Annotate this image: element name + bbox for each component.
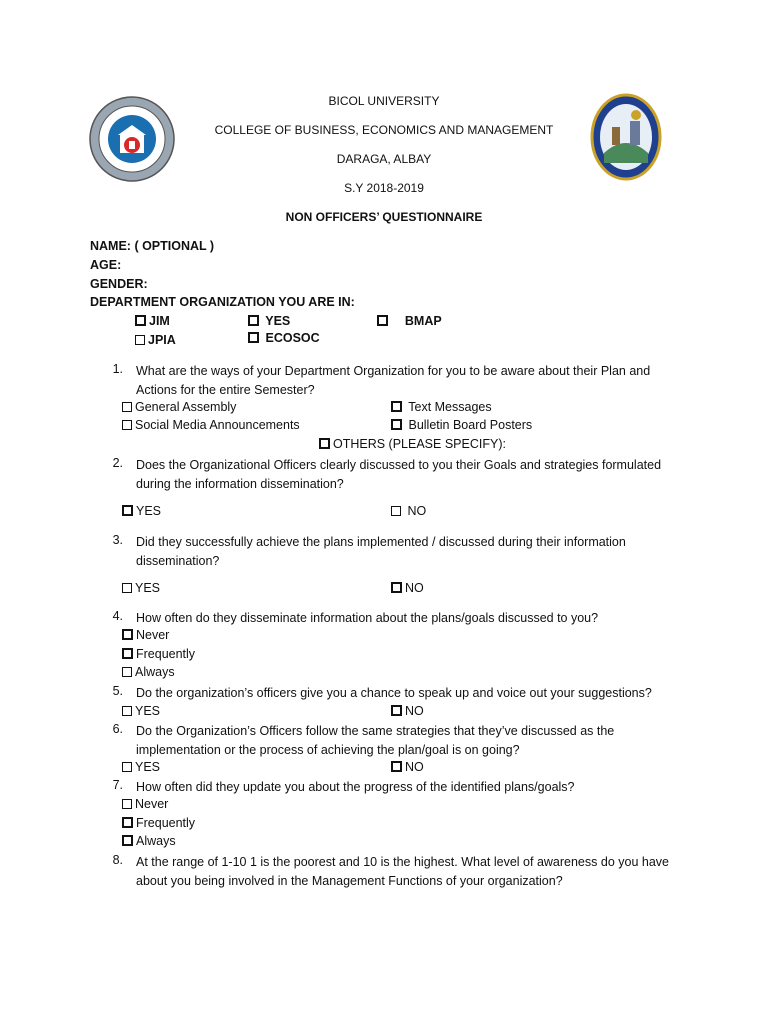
checkbox-icon: [391, 761, 402, 772]
q3-option-no[interactable]: NO: [391, 581, 424, 595]
q7-option-always[interactable]: Always: [122, 834, 176, 848]
checkbox-icon: [319, 438, 330, 449]
checkbox-icon: [122, 835, 133, 846]
q4-option-frequently[interactable]: Frequently: [122, 647, 195, 661]
checkbox-icon: [122, 420, 132, 430]
checkbox-icon: [391, 506, 401, 516]
location: DARAGA, ALBAY: [336, 152, 432, 166]
checkbox-icon: [122, 817, 133, 828]
question-7-text: How often did they update you about the progress of the identified plans/goals?: [136, 780, 575, 794]
checkbox-icon: [391, 705, 402, 716]
checkbox-icon: [122, 629, 133, 640]
checkbox-icon: [122, 667, 132, 677]
question-2-text: Does the Organizational Officers clearly discussed to you their Goals and strategies formulated during the information dissemination?: [136, 458, 662, 491]
q6-option-yes[interactable]: YES: [122, 760, 160, 774]
college-name: COLLEGE OF BUSINESS, ECONOMICS AND MANAGEMENT: [214, 123, 554, 137]
checkbox-icon: [135, 315, 146, 326]
bicol-university-seal: [88, 95, 176, 183]
checkbox-icon: [248, 332, 259, 343]
department-field-label: DEPARTMENT ORGANIZATION YOU ARE IN:: [90, 295, 355, 309]
question-5-number: 5.: [112, 684, 123, 698]
q1-option-text-messages[interactable]: Text Messages: [391, 400, 492, 414]
q4-option-never[interactable]: Never: [122, 628, 169, 642]
question-7-number: 7.: [112, 778, 123, 792]
q1-option-general-assembly[interactable]: General Assembly: [122, 400, 236, 414]
question-2-number: 2.: [112, 456, 123, 470]
checkbox-icon: [391, 401, 402, 412]
question-3-number: 3.: [112, 533, 123, 547]
q4-option-always[interactable]: Always: [122, 665, 175, 679]
question-6-number: 6.: [112, 722, 123, 736]
org-option-ecosoc[interactable]: ECOSOC: [248, 331, 320, 345]
checkbox-icon: [135, 335, 145, 345]
name-field-label: NAME: ( OPTIONAL ): [90, 239, 215, 253]
q2-option-no[interactable]: NO: [391, 504, 426, 518]
q7-option-never[interactable]: Never: [122, 797, 168, 811]
q6-option-no[interactable]: NO: [391, 760, 424, 774]
org-option-jim[interactable]: JIM: [135, 314, 170, 328]
university-name: BICOL UNIVERSITY: [328, 94, 440, 108]
question-1-number: 1.: [112, 362, 123, 376]
q7-option-frequently[interactable]: Frequently: [122, 816, 195, 830]
checkbox-icon: [377, 315, 388, 326]
q5-option-yes[interactable]: YES: [122, 704, 160, 718]
question-4-text: How often do they disseminate information about the plans/goals discussed to you?: [136, 611, 599, 625]
q1-option-others[interactable]: OTHERS (PLEASE SPECIFY):: [319, 437, 506, 451]
checkbox-icon: [391, 419, 402, 430]
age-field-label: AGE:: [90, 258, 122, 272]
question-8-number: 8.: [112, 853, 123, 867]
org-option-yes[interactable]: YES: [248, 314, 290, 328]
question-8-text: At the range of 1-10 1 is the poorest and 10 is the highest. What level of awareness do you have about you being involved in the Management Functions of your organization?: [136, 855, 669, 888]
checkbox-icon: [122, 762, 132, 772]
checkbox-icon: [122, 583, 132, 593]
question-6-text: Do the Organization’s Officers follow the same strategies that they’ve discussed as the implementation or the process of achieving the plan/goal is on going?: [136, 724, 615, 757]
page-title: NON OFFICERS’ QUESTIONNAIRE: [285, 210, 483, 224]
q1-option-social-media[interactable]: Social Media Announcements: [122, 418, 300, 432]
gender-field-label: GENDER:: [90, 277, 148, 291]
checkbox-icon: [122, 706, 132, 716]
q2-option-yes[interactable]: YES: [122, 504, 161, 518]
q3-option-yes[interactable]: YES: [122, 581, 160, 595]
question-5-text: Do the organization’s officers give you a chance to speak up and voice out your suggestions?: [136, 686, 652, 700]
checkbox-icon: [122, 505, 133, 516]
checkbox-icon: [122, 799, 132, 809]
school-year: S.Y 2018-2019: [344, 181, 424, 195]
org-option-jpia[interactable]: JPIA: [135, 333, 176, 347]
checkbox-icon: [122, 402, 132, 412]
checkbox-icon: [248, 315, 259, 326]
question-3-text: Did they successfully achieve the plans implemented / discussed during their information dissemination?: [136, 535, 626, 568]
checkbox-icon: [391, 582, 402, 593]
question-4-number: 4.: [112, 609, 123, 623]
org-option-bmap[interactable]: BMAP: [377, 314, 442, 328]
q5-option-no[interactable]: NO: [391, 704, 424, 718]
checkbox-icon: [122, 648, 133, 659]
question-1-text: What are the ways of your Department Organization for you to be aware about their Plan and Actions for the entire Semester?: [136, 364, 651, 397]
q1-option-bulletin-board[interactable]: Bulletin Board Posters: [391, 418, 532, 432]
